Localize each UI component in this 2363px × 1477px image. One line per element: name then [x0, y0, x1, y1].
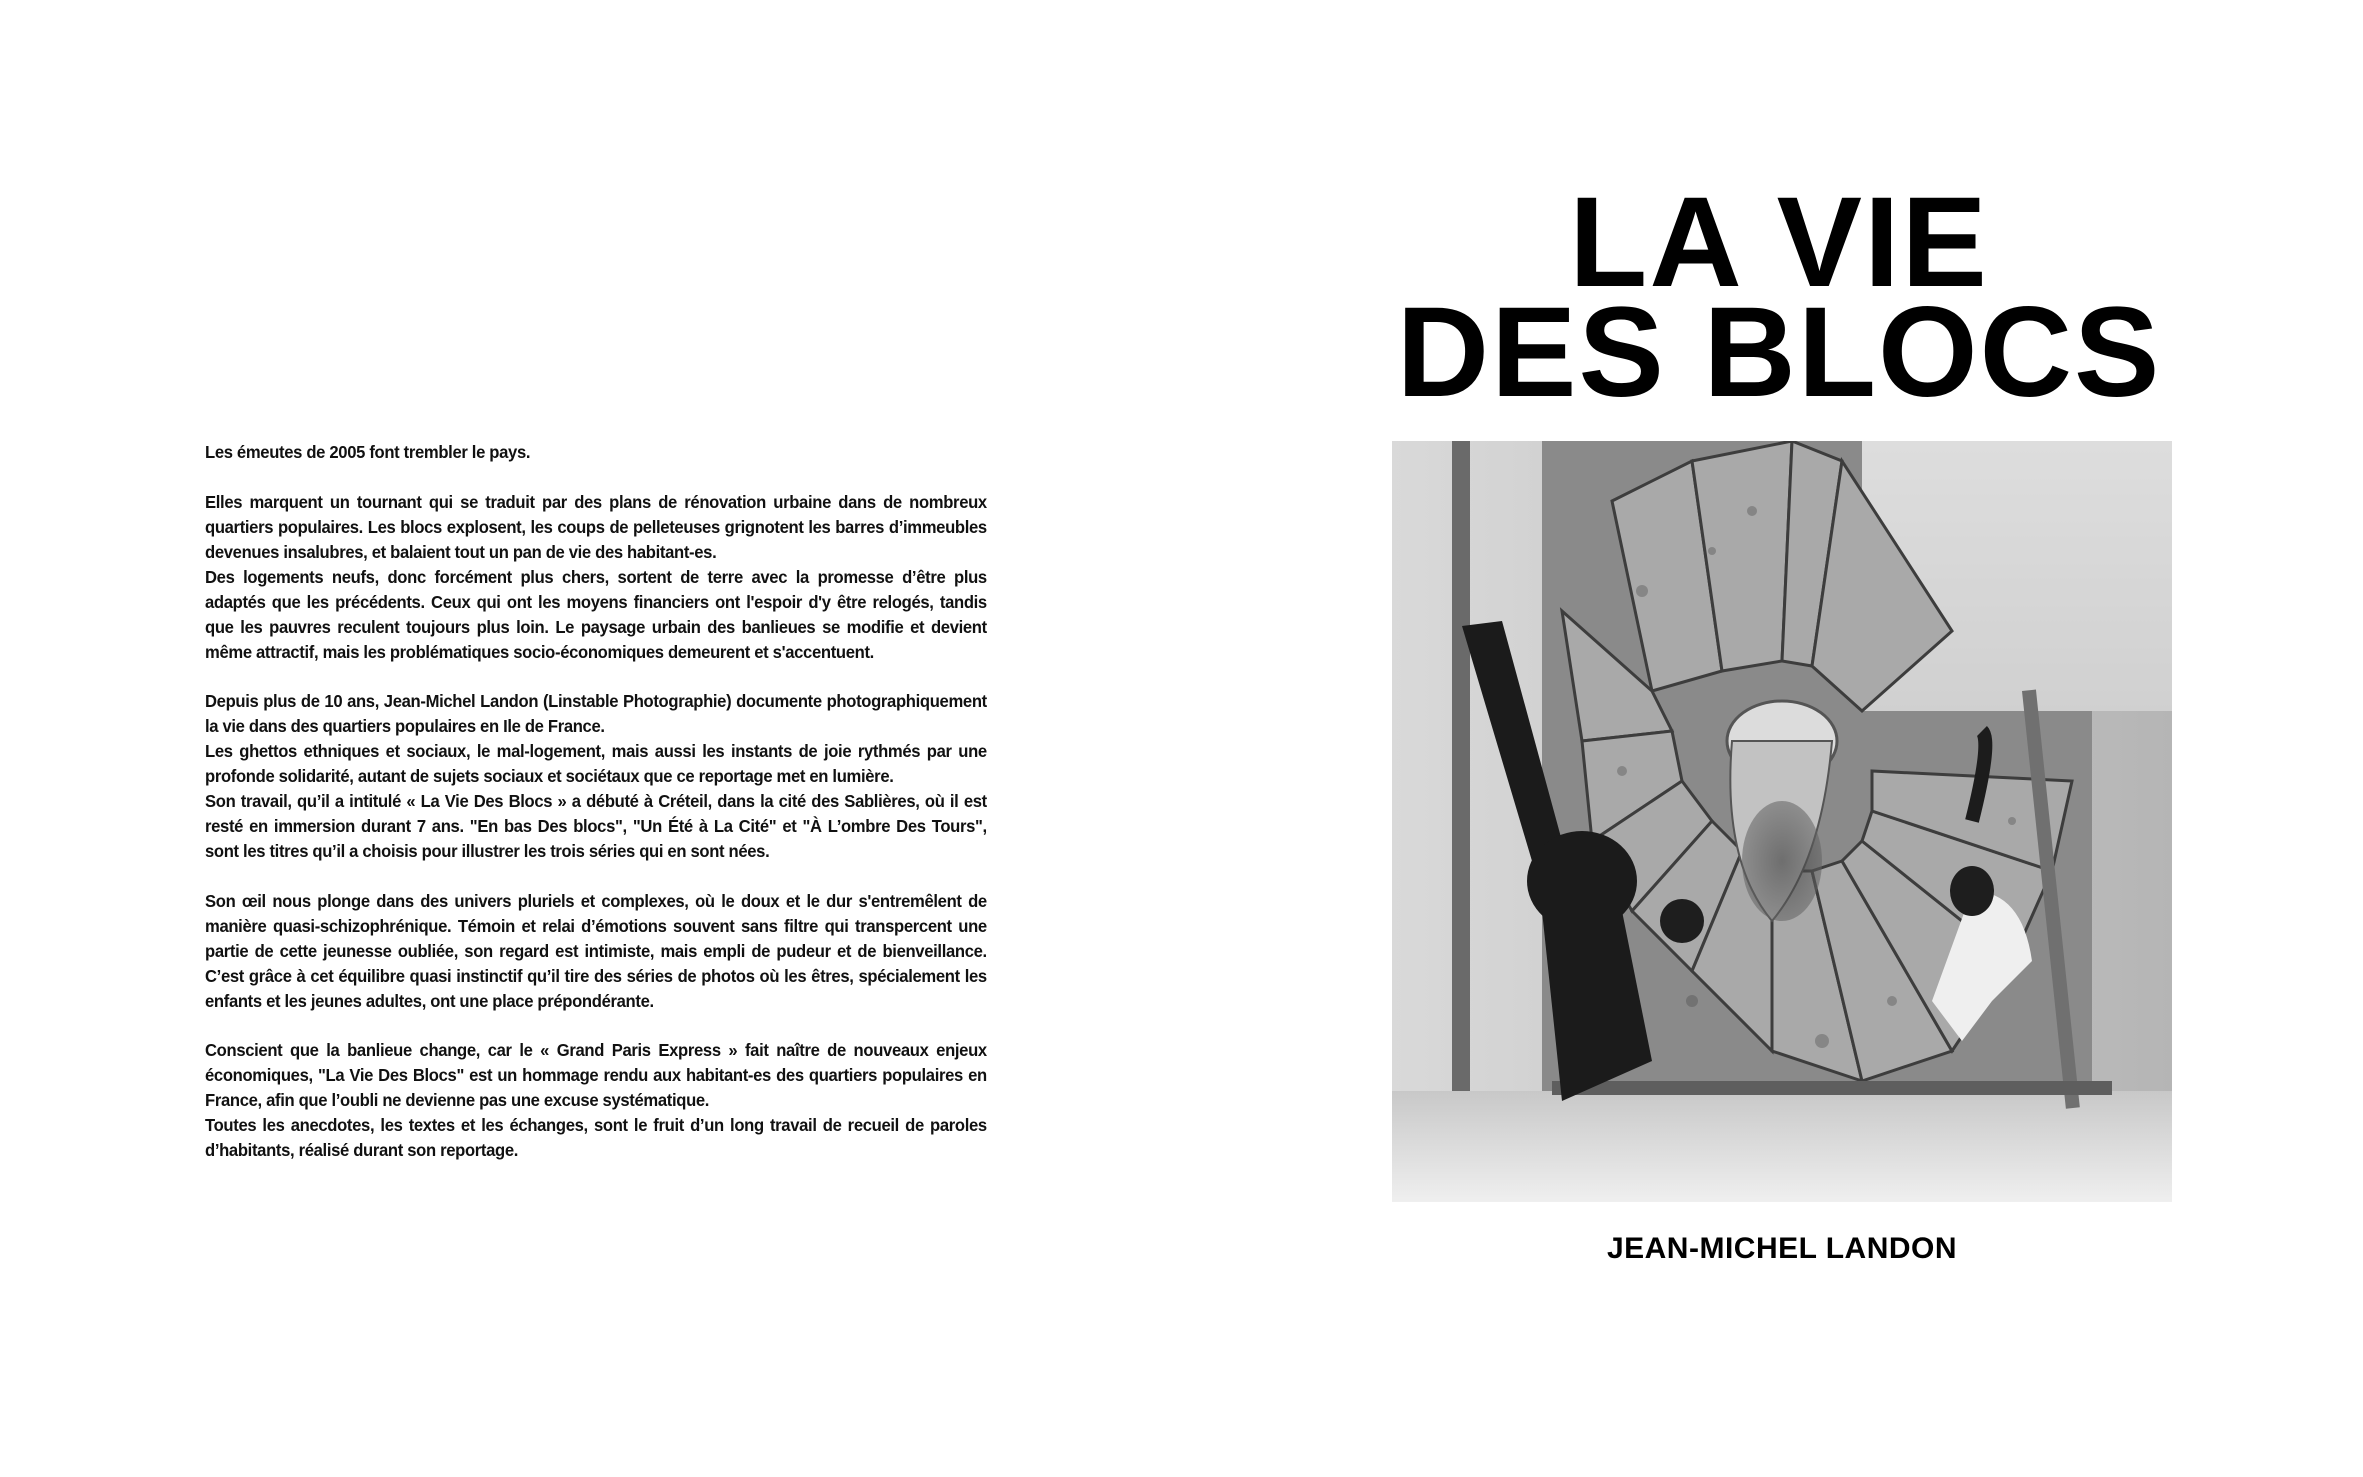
paragraph-riots [205, 440, 987, 465]
author-name: JEAN-MICHEL LANDON [1606, 1232, 1958, 1265]
paragraph-conscious [205, 1038, 987, 1163]
cover-title-line1: LA VIE [1569, 171, 1989, 314]
paragraph-renovation-text: Elles marquent un tournant qui se traduit par des plans de rénovation urbaine dans de nombreux quartiers populaires. Les blocs explosent, les coups de pelleteuses grignotent les barres d’immeubles devenues insalubres, et balaient tout un pan de vie des habitant-es. [205, 491, 987, 562]
intro-text-page [205, 440, 987, 1188]
paragraph-conscious-text: Conscient que la banlieue change, car le « Grand Paris Express » fait naître de nouveaux enjeux économiques, "La Vie Des Blocs" est un hommage rendu aux habitant-es des quartiers populaires en France, afin que l’oubli ne devienne pas une excuse systématique. [205, 1040, 987, 1110]
paragraph-photographer-text-2: Les ghettos ethniques et sociaux, le mal-logement, mais aussi les instants de joie rythmés par une profonde solidarité, autant de sujets sociaux et sociétaux que ce reportage met en lumière. [205, 741, 987, 786]
cover-title-line2: DES BLOCS [1396, 281, 2162, 424]
paragraph-photographer-text: Depuis plus de 10 ans, Jean-Michel Landon (Linstable Photographie) documente photographiquement la vie dans des quartiers populaires en Ile de France. [205, 691, 987, 736]
paragraph-eye [205, 889, 987, 1014]
paragraph-renovation-text-2: Des logements neufs, donc forcément plus chers, sortent de terre avec la promesse d’être plus adaptés que les précédents. Ceux qui ont les moyens financiers ont l'espoir d'y être relogés, tandis que les pauvres reculent toujours plus loin. Le paysage urbain des banlieues se modifie et devient même attractif, mais les problématiques socio-économiques demeurent et s'accentuent. [205, 566, 987, 662]
paragraph-photographer-text-3: Son travail, qu’il a intitulé « La Vie Des Blocs » a débuté à Créteil, dans la cité des Sablières, où il est resté en immersion durant 7 ans. "En bas Des blocs", "Un Été à La Cité" et "À L’ombre Des Tours", sont les titres qu’il a choisis pour illustrer les trois séries qui en sont nées. [205, 791, 987, 861]
paragraph-riots-text: Les émeutes de 2005 font trembler le pays. [205, 442, 531, 462]
paragraph-conscious-text-2: Toutes les anecdotes, les textes et les échanges, sont le fruit d’un long travail de recueil de paroles d’habitants, réalisé durant son reportage. [205, 1115, 987, 1160]
spiral-staircase-photo [1392, 441, 2172, 1202]
paragraph-eye-text: Son œil nous plonge dans des univers pluriels et complexes, où le doux et le dur s'entremêlent de manière quasi-schizophrénique. Témoin et relai d’émotions souvent sans filtre qui transpercent une partie de cette jeunesse oubliée, son regard est intimiste, mais empli de pudeur et de bienveillance. C’est grâce à cet équilibre quasi instinctif qu’il tire des séries de photos où les êtres, spécialement les enfants et les jeunes adultes, ont une place prépondérante. [205, 890, 987, 1011]
paragraph-renovation [205, 490, 987, 665]
paragraph-photographer [205, 689, 987, 864]
